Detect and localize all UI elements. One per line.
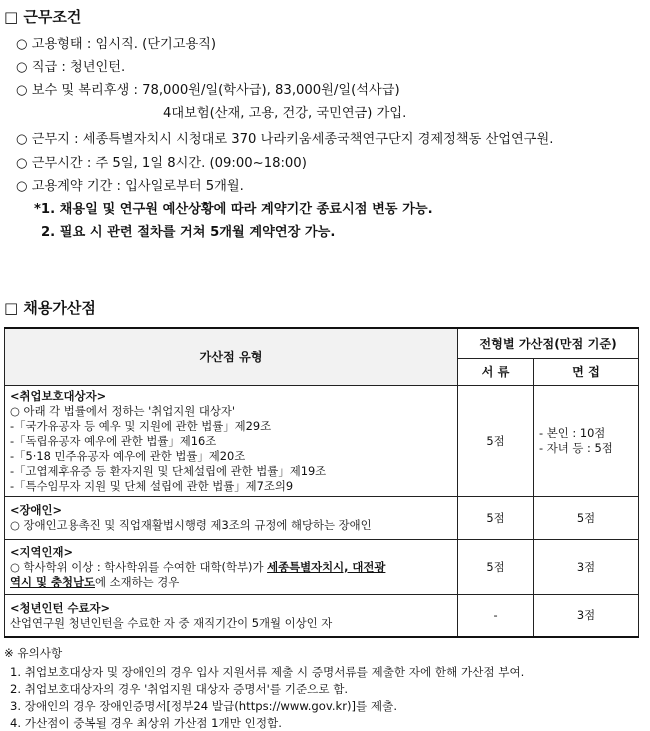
item-rank: ○ 직급 : 청년인턴. [16, 60, 126, 75]
item-workplace: ○ 근무지 : 세종특별자치시 시청대로 370 나라키움세종국책연구단지 경제정책동 산업연구원. [16, 132, 554, 147]
row-line: -「독립유공자 예우에 관한 법률」제16조 [10, 433, 217, 448]
row-disabled [5, 496, 458, 539]
footnote-1: 1. 취업보호대상자 및 장애인의 경우 입사 지원서류 제출 시 증명서류를 제출한 자에 한해 가산점 부여. [10, 665, 525, 679]
bonus-points-table [4, 327, 639, 638]
row-line: ○ 아래 각 법률에서 정하는 '취업지원 대상자' [10, 403, 235, 418]
row-line: -「고엽제후유증 등 환자지원 및 단체설립에 관한 법률」제19조 [10, 463, 327, 478]
row-title: <지역인재> [10, 544, 74, 559]
cell-document-points: - [458, 594, 534, 637]
item-work-hours: ○ 근무시간 : 주 5일, 1일 8시간. (09:00~18:00) [16, 156, 307, 171]
note-2: 2. 필요 시 관련 절차를 거쳐 5개월 계약연장 가능. [41, 225, 336, 240]
footnote-3: 3. 장애인의 경우 장애인증명서[정부24 발급(https://www.gov.kr)]를 제출. [10, 699, 398, 713]
row-line: -「5·18 민주유공자 예우에 관한 법률」제20조 [10, 448, 246, 463]
header-type: 가산점 유형 [5, 328, 458, 385]
region-highlight: 세종특별자치시, 대전광 [267, 559, 386, 574]
footnotes-title: ※ 유의사항 [4, 646, 63, 660]
section-heading-work-conditions: □ 근무조건 [4, 8, 82, 26]
row-employment-protection [5, 385, 458, 496]
cell-interview-points: 3점 [534, 539, 639, 594]
header-interview: 면 접 [534, 358, 639, 385]
cell-interview-points [534, 385, 639, 496]
cell-interview-points: 3점 [534, 594, 639, 637]
row-line: ○ 학사학위 이상 : 학사학위를 수여한 대학(학부)가 [10, 559, 268, 574]
cell-document-points: 5점 [458, 385, 534, 496]
item-employment-type: ○ 고용형태 : 임시직. (단기고용직) [16, 37, 217, 52]
note-1: *1. 채용일 및 연구원 예산상황에 따라 계약기간 종료시점 변동 가능. [34, 202, 433, 217]
cell-document-points: 5점 [458, 539, 534, 594]
interview-children: - 자녀 등 : 5점 [539, 440, 613, 455]
row-line: -「국가유공자 등 예우 및 지원에 관한 법률」제29조 [10, 418, 272, 433]
cell-interview-points: 5점 [534, 496, 639, 539]
item-insurance: 4대보험(산재, 고용, 건강, 국민연금) 가입. [163, 106, 407, 121]
row-line: -「특수임무자 지원 및 단체 설립에 관한 법률」제7조의9 [10, 478, 294, 493]
interview-self: - 본인 : 10점 [539, 425, 606, 440]
row-regional-talent [5, 539, 458, 594]
row-line: 에 소재하는 경우 [94, 574, 180, 589]
section-heading-bonus-points: □ 채용가산점 [4, 299, 96, 317]
footnote-2: 2. 취업보호대상자의 경우 '취업지원 대상자 증명서'를 기준으로 함. [10, 682, 349, 696]
item-contract-period: ○ 고용계약 기간 : 입사일로부터 5개월. [16, 179, 244, 194]
footnote-4: 4. 가산점이 중복될 경우 최상위 가산점 1개만 인정함. [10, 716, 282, 730]
region-highlight: 역시 및 충청남도 [10, 574, 95, 589]
row-line: 산업연구원 청년인턴을 수료한 자 중 재직기간이 5개월 이상인 자 [10, 615, 333, 630]
row-intern-completer [5, 594, 458, 637]
item-salary: ○ 보수 및 복리후생 : 78,000원/일(학사급), 83,000원/일(석사급) [16, 83, 400, 98]
header-group: 전형별 가산점(만점 기준) [458, 328, 639, 358]
row-title: <취업보호대상자> [10, 388, 107, 403]
cell-document-points: 5점 [458, 496, 534, 539]
row-line: ○ 장애인고용촉진 및 직업재활법시행령 제3조의 규정에 해당하는 장애인 [10, 518, 372, 532]
header-document: 서 류 [458, 358, 534, 385]
row-title: <청년인턴 수료자> [10, 600, 111, 615]
row-title: <장애인> [10, 503, 63, 517]
